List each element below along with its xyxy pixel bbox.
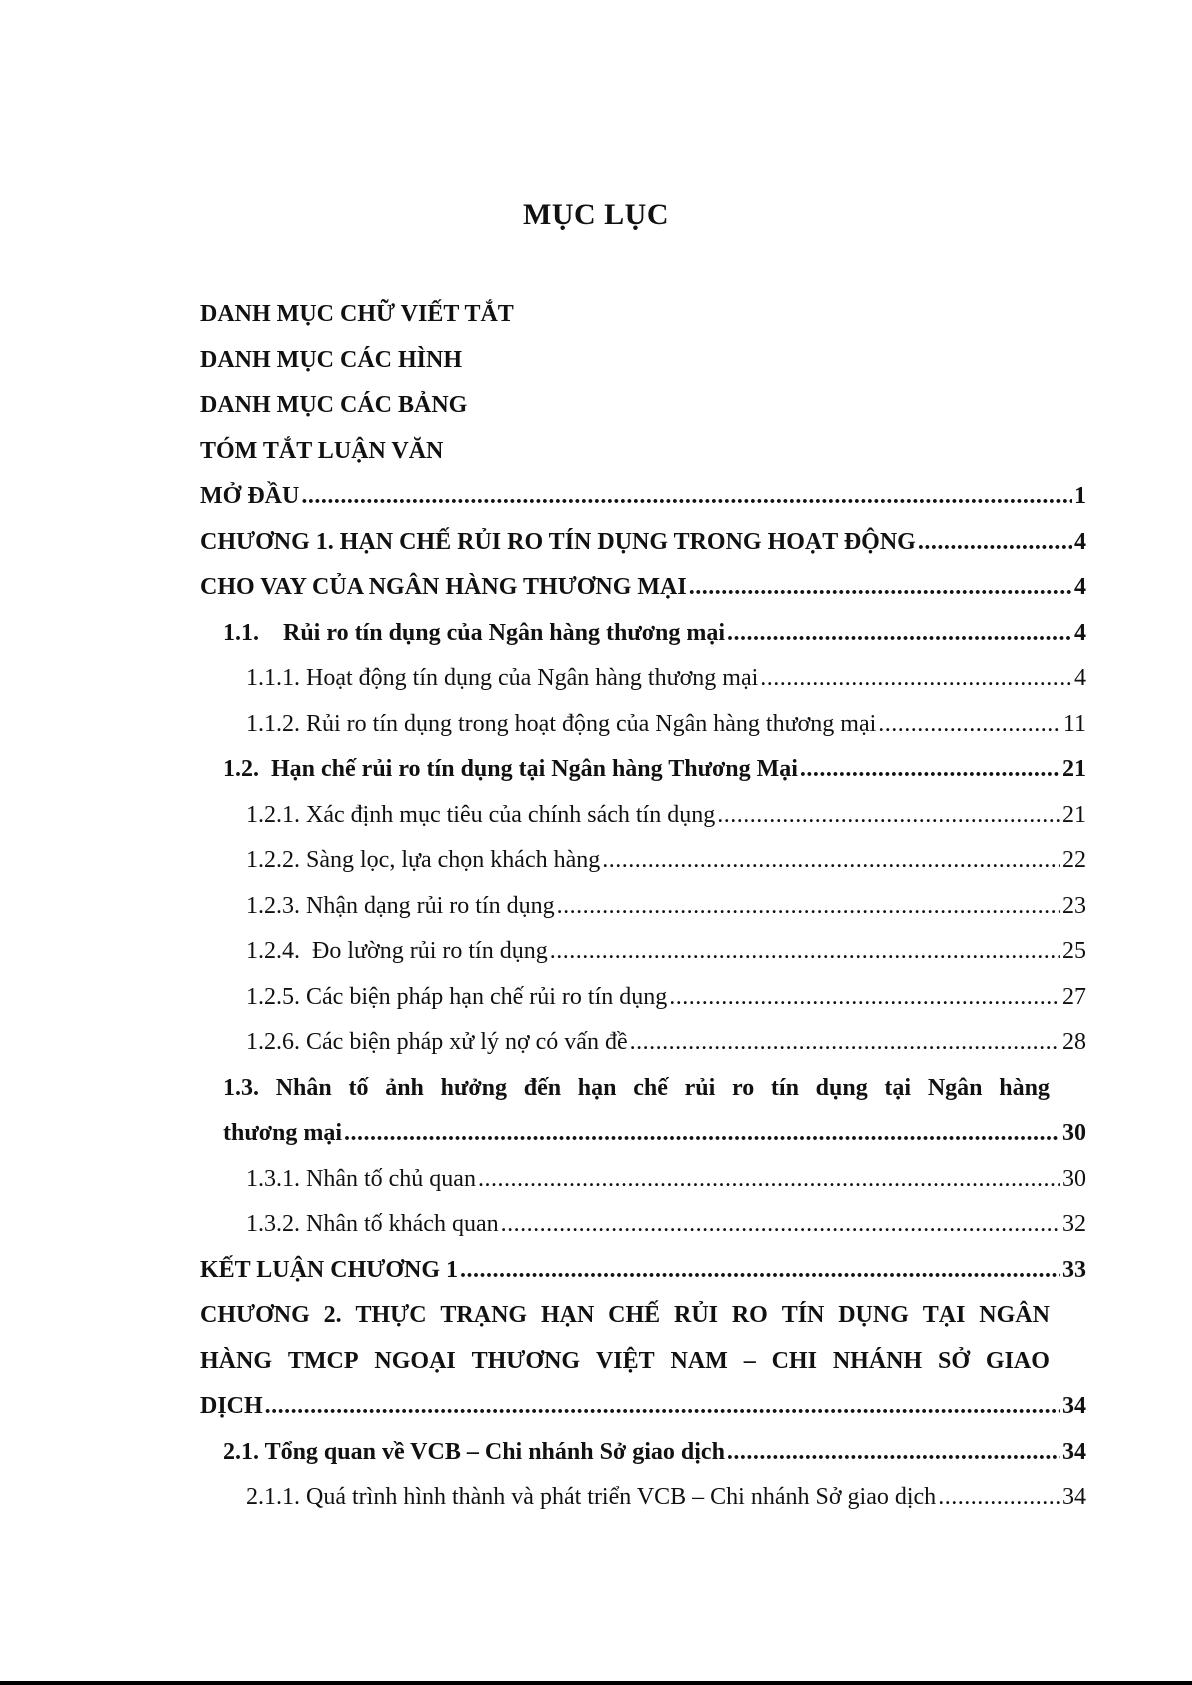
dot-leader: [800, 747, 1060, 793]
toc-entry-section-1-1[interactable]: [200, 611, 1086, 657]
toc-entry-introduction[interactable]: [200, 474, 1086, 520]
toc-entry-chapter-1[interactable]: [200, 520, 1086, 566]
toc-entry-chapter-2-continued[interactable]: [200, 1339, 1086, 1385]
toc-entry-section-1-2-5[interactable]: [200, 975, 1086, 1021]
toc-entry-section-1-2-6[interactable]: [200, 1020, 1086, 1066]
toc-entry-section-1-1-2[interactable]: [200, 702, 1086, 748]
toc-entry-text: 1.1.2. Rủi ro tín dụng trong hoạt động của Ngân hàng thương mại: [246, 710, 877, 737]
toc-entry-section-1-3[interactable]: [200, 1066, 1086, 1112]
toc-entry-text: 1.2.4. Đo lường rủi ro tín dụng: [246, 938, 548, 964]
toc-entry-text: DANH MỤC CHỮ VIẾT TẮT: [200, 301, 514, 327]
toc-entry-section-1-2-3[interactable]: [200, 884, 1086, 930]
table-of-contents: [200, 292, 1086, 1521]
toc-entry-text: thương mại: [223, 1120, 343, 1146]
dot-leader: [550, 929, 1060, 975]
toc-entry-tables[interactable]: [200, 383, 1086, 429]
dot-leader: [727, 611, 1072, 657]
toc-entry-figures[interactable]: [200, 338, 1086, 384]
toc-page-number: 30: [1062, 1120, 1086, 1146]
dot-leader: [878, 702, 1061, 748]
dot-leader: [938, 1475, 1060, 1521]
toc-entry-text: 1.2.1. Xác định mục tiêu của chính sách tín dụng: [246, 801, 716, 828]
toc-page-number: 11: [1062, 710, 1086, 737]
dot-leader: [557, 884, 1060, 930]
toc-page-number: 32: [1062, 1211, 1086, 1237]
toc-entry-text: CHƯƠNG 1. HẠN CHẾ RỦI RO TÍN DỤNG TRONG HOẠT ĐỘNG: [200, 528, 916, 555]
toc-entry-section-1-1-1[interactable]: [200, 656, 1086, 702]
toc-page-number: 23: [1062, 892, 1086, 919]
toc-entry-section-1-3-continued[interactable]: [200, 1111, 1086, 1157]
toc-entry-text: 1.2.2. Sàng lọc, lựa chọn khách hàng: [246, 847, 601, 873]
dot-leader: [265, 1384, 1060, 1430]
toc-entry-text: DỊCH: [200, 1393, 263, 1419]
toc-entry-text: 1.2. Hạn chế rủi ro tín dụng tại Ngân hàng Thương Mại: [223, 756, 798, 782]
toc-entry-text: 1.2.3. Nhận dạng rủi ro tín dụng: [246, 892, 555, 919]
toc-entry-text: TÓM TẮT LUẬN VĂN: [200, 437, 444, 464]
toc-entry-section-2-1-1[interactable]: [200, 1475, 1086, 1521]
toc-page-number: 34: [1062, 1484, 1086, 1510]
toc-entry-text: DANH MỤC CÁC BẢNG: [200, 392, 468, 418]
toc-page-number: 34: [1062, 1393, 1086, 1419]
toc-entry-section-1-2-2[interactable]: [200, 838, 1086, 884]
toc-page-number: 4: [1074, 528, 1086, 555]
dot-leader: [717, 793, 1060, 839]
toc-entry-section-1-2[interactable]: [200, 747, 1086, 793]
toc-entry-abbreviations[interactable]: [200, 292, 1086, 338]
dot-leader: [501, 1202, 1060, 1248]
page-title: MỤC LỤC: [523, 198, 669, 231]
toc-entry-chapter-1-continued[interactable]: [200, 565, 1086, 611]
toc-entry-text: DANH MỤC CÁC HÌNH: [200, 346, 462, 373]
toc-page-number: 30: [1062, 1165, 1086, 1192]
toc-entry-text: HÀNG TMCP NGOẠI THƯƠNG VIỆT NAM – CHI NHÁNH SỞ GIAO: [200, 1347, 1050, 1374]
toc-entry-text: 2.1. Tổng quan về VCB – Chi nhánh Sở giao dịch: [223, 1438, 725, 1465]
toc-page-number: 1: [1074, 483, 1086, 509]
toc-entry-summary[interactable]: [200, 429, 1086, 475]
toc-page-number: 22: [1062, 847, 1086, 873]
dot-leader: [689, 565, 1072, 611]
toc-page-number: 4: [1074, 665, 1086, 691]
toc-entry-section-1-3-2[interactable]: [200, 1202, 1086, 1248]
toc-page-number: 21: [1062, 801, 1086, 828]
toc-entry-text: CHƯƠNG 2. THỰC TRẠNG HẠN CHẾ RỦI RO TÍN DỤNG TẠI NGÂN: [200, 1302, 1050, 1328]
dot-leader: [630, 1020, 1060, 1066]
dot-leader: [918, 520, 1072, 566]
toc-entry-text: MỞ ĐẦU: [200, 483, 300, 509]
toc-entry-text: CHO VAY CỦA NGÂN HÀNG THƯƠNG MẠI: [200, 574, 687, 600]
dot-leader: [478, 1157, 1060, 1203]
toc-page-number: 27: [1062, 983, 1086, 1010]
toc-entry-text: 2.1.1. Quá trình hình thành và phát triển VCB – Chi nhánh Sở giao dịch: [246, 1484, 937, 1510]
dot-leader: [344, 1111, 1060, 1157]
dot-leader: [301, 474, 1072, 520]
toc-entry-section-2-1[interactable]: [200, 1430, 1086, 1476]
dot-leader: [602, 838, 1060, 884]
toc-entry-text: 1.3. Nhân tố ảnh hưởng đến hạn chế rủi ro tín dụng tại Ngân hàng: [223, 1074, 1050, 1101]
toc-entry-text: 1.2.6. Các biện pháp xử lý nợ có vấn đề: [246, 1029, 628, 1055]
toc-page-number: 21: [1062, 756, 1086, 782]
dot-leader: [669, 975, 1060, 1021]
toc-entry-text: 1.3.1. Nhân tố chủ quan: [246, 1165, 476, 1192]
toc-entry-chapter-1-conclusion[interactable]: [200, 1248, 1086, 1294]
dot-leader: [727, 1430, 1060, 1476]
toc-page-number: 34: [1062, 1438, 1086, 1465]
toc-entry-text: 1.2.5. Các biện pháp hạn chế rủi ro tín dụng: [246, 983, 668, 1010]
dot-leader: [460, 1248, 1060, 1294]
toc-entry-text: 1.1.1. Hoạt động tín dụng của Ngân hàng thương mại: [246, 665, 759, 691]
toc-page-number: 4: [1074, 619, 1086, 646]
toc-entry-text: KẾT LUẬN CHƯƠNG 1: [200, 1256, 459, 1283]
toc-page-number: 25: [1062, 938, 1086, 964]
toc-entry-section-1-3-1[interactable]: [200, 1157, 1086, 1203]
toc-page-number: 28: [1062, 1029, 1086, 1055]
toc-entry-text: 1.1. Rủi ro tín dụng của Ngân hàng thương mại: [223, 619, 726, 646]
dot-leader: [760, 656, 1072, 702]
page-bottom-border: [0, 1681, 1192, 1685]
toc-page-number: 33: [1062, 1256, 1086, 1283]
toc-entry-section-1-2-4[interactable]: [200, 929, 1086, 975]
toc-entry-section-1-2-1[interactable]: [200, 793, 1086, 839]
toc-page-number: 4: [1074, 574, 1086, 600]
toc-entry-chapter-2[interactable]: [200, 1293, 1086, 1339]
toc-entry-chapter-2-end[interactable]: [200, 1384, 1086, 1430]
toc-entry-text: 1.3.2. Nhân tố khách quan: [246, 1211, 499, 1237]
